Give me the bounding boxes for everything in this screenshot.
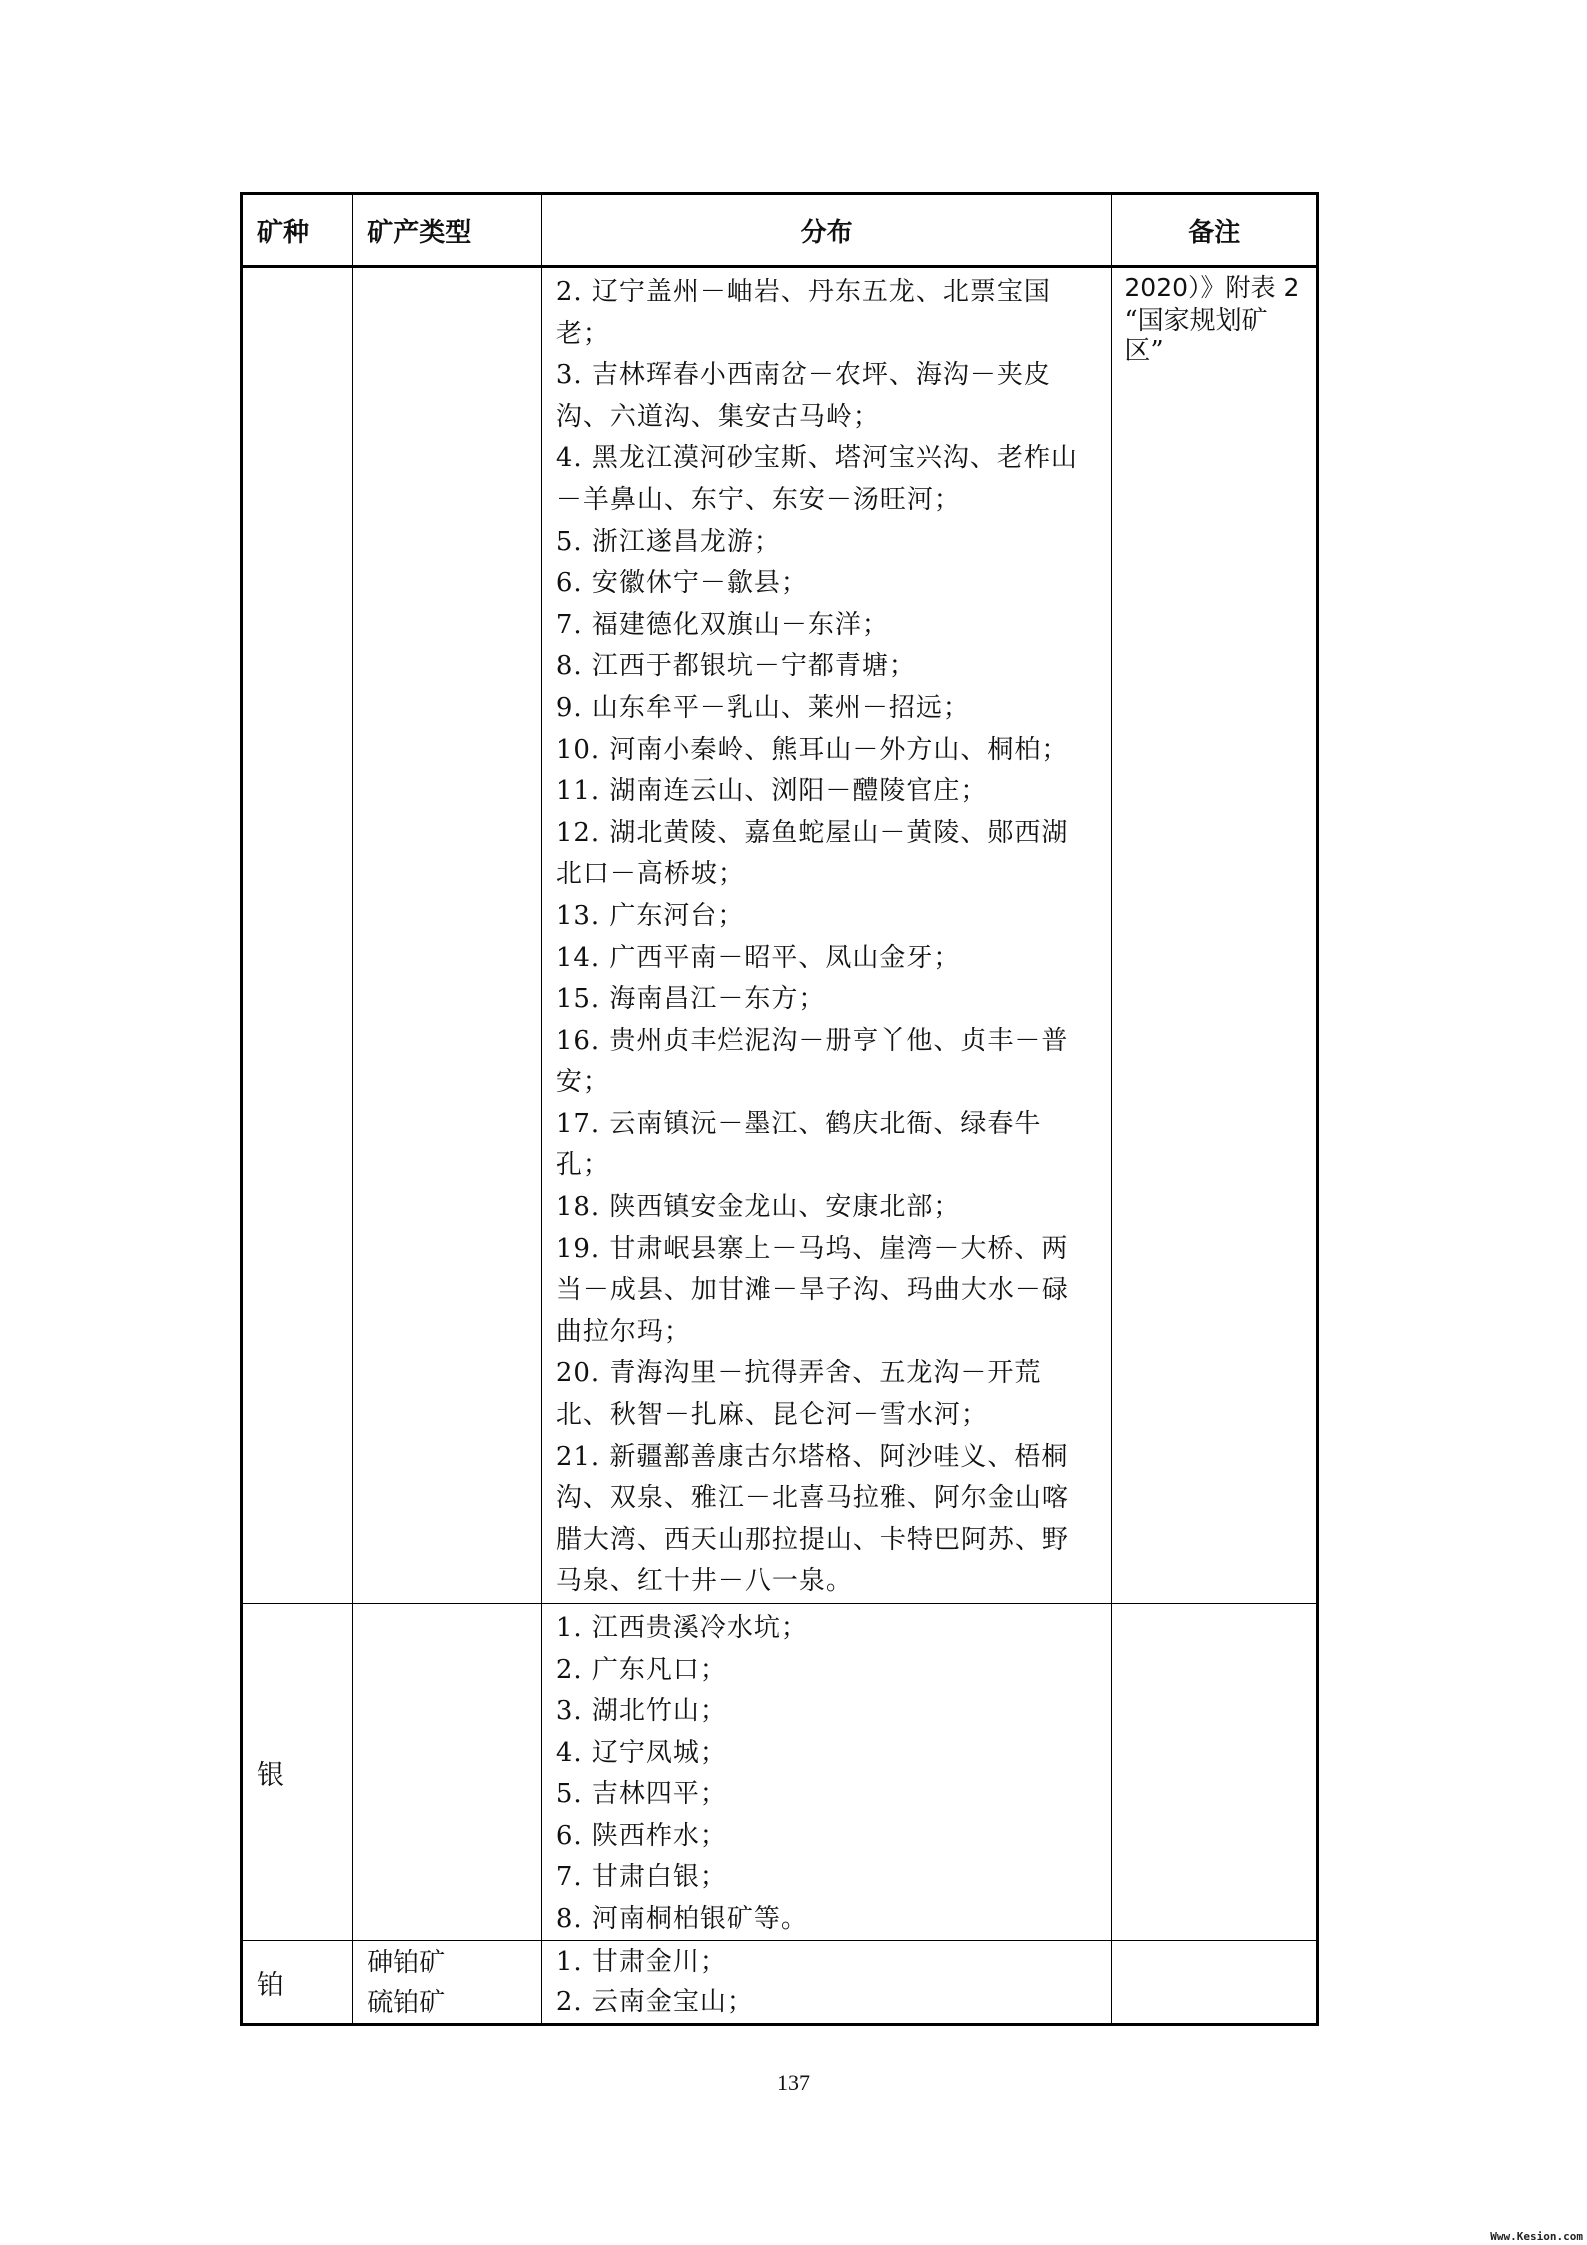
distribution-line: 19. 甘肃岷县寨上－马坞、崖湾－大桥、两: [555, 1233, 1069, 1264]
distribution-line: 18. 陕西镇安金龙山、安康北部；: [555, 1192, 961, 1223]
distribution-line: 20. 青海沟里－抗得弄舍、五龙沟－开荒: [555, 1358, 1042, 1389]
mineral-type-cell: [353, 1604, 542, 1941]
distribution-line: 15. 海南昌江－东方；: [555, 984, 826, 1015]
distribution-line: 11. 湖南连云山、浏阳－醴陵官庄；: [555, 776, 988, 807]
distribution-line: 北口－高桥坡；: [555, 859, 745, 890]
distribution-cell: [541, 1604, 1112, 1941]
table-row: [242, 1604, 1318, 1941]
header-mineral-type: 矿产类型: [353, 194, 542, 267]
distribution-line: 1. 甘肃金川；: [555, 1947, 727, 1977]
distribution-line: 12. 湖北黄陵、嘉鱼蛇屋山－黄陵、郧西湖: [555, 817, 1069, 848]
distribution-line: 13. 广东河台；: [555, 900, 745, 931]
distribution-line: 7. 甘肃白银；: [555, 1862, 727, 1892]
distribution-line: 14. 广西平南－昭平、凤山金牙；: [555, 942, 961, 973]
page-number: 137: [777, 2070, 810, 2095]
distribution-line: 6. 安徽休宁－歙县；: [555, 568, 808, 599]
distribution-line: 沟、双泉、雅江－北喜马拉雅、阿尔金山喀: [555, 1483, 1069, 1514]
distribution-line: 安；: [555, 1067, 610, 1098]
distribution-line: 4. 黑龙江漠河砂宝斯、塔河宝兴沟、老柞山: [555, 443, 1078, 474]
distribution-line: 马泉、红十井－八一泉。: [555, 1566, 853, 1597]
distribution-line: 2. 云南金宝山；: [555, 1987, 754, 2017]
mineral-type-line: 硫铂矿: [367, 1988, 446, 2018]
table-row: [242, 267, 1318, 1604]
distribution-line: 5. 吉林四平；: [555, 1779, 727, 1809]
header-mineral: 矿种: [242, 194, 353, 267]
note-cell: [1112, 267, 1318, 1604]
table-header-row: [242, 194, 1318, 267]
distribution-line: 沟、六道沟、集安古马岭；: [555, 401, 880, 432]
distribution-line: 8. 江西于都银坑－宁都青塘；: [555, 651, 916, 682]
distribution-line: 老；: [555, 318, 610, 349]
distribution-line: 3. 湖北竹山；: [555, 1696, 727, 1726]
header-distribution: 分布: [541, 194, 1112, 267]
distribution-line: －羊鼻山、东宁、东安－汤旺河；: [555, 484, 961, 515]
mineral-type-line: 砷铂矿: [367, 1948, 446, 1978]
distribution-line: 16. 贵州贞丰烂泥沟－册亨丫他、贞丰－普: [555, 1025, 1069, 1056]
note-line: 区”: [1124, 336, 1164, 366]
distribution-line: 曲拉尔玛；: [555, 1316, 691, 1347]
note-line: “国家规划矿: [1124, 306, 1268, 336]
header-notes: 备注: [1112, 194, 1318, 267]
mineral-distribution-table: [240, 192, 1319, 2026]
note-line: 2020）》附表 2: [1124, 273, 1300, 302]
distribution-line: 9. 山东牟平－乳山、莱州－招远；: [555, 692, 970, 723]
distribution-line: 1. 江西贵溪冷水坑；: [555, 1613, 808, 1643]
distribution-line: 6. 陕西柞水；: [555, 1820, 727, 1851]
note-cell: [1112, 1604, 1318, 1941]
mineral-type-cell: [353, 267, 542, 1604]
mineral-type-cell: [353, 1941, 542, 2025]
distribution-line: 8. 河南桐柏银矿等。: [555, 1903, 808, 1934]
mineral-cell: 银: [242, 1604, 353, 1941]
distribution-line: 4. 辽宁凤城；: [555, 1737, 727, 1768]
distribution-line: 17. 云南镇沅－墨江、鹤庆北衙、绿春牛: [555, 1108, 1042, 1139]
distribution-cell: [541, 1941, 1112, 2025]
distribution-line: 10. 河南小秦岭、熊耳山－外方山、桐柏；: [555, 734, 1069, 765]
distribution-line: 2. 广东凡口；: [555, 1654, 727, 1685]
distribution-line: 7. 福建德化双旗山－东洋；: [555, 609, 889, 640]
distribution-line: 北、秋智－扎麻、昆仑河－雪水河；: [555, 1400, 988, 1431]
mineral-cell: 铂: [242, 1941, 353, 2025]
distribution-cell: [541, 267, 1112, 1604]
distribution-line: 3. 吉林珲春小西南岔－农坪、海沟－夹皮: [555, 360, 1051, 391]
watermark: Www.Kesion.com: [1490, 2230, 1583, 2243]
distribution-line: 孔；: [555, 1150, 610, 1181]
table-row: [242, 1941, 1318, 2025]
note-cell: [1112, 1941, 1318, 2025]
distribution-line: 5. 浙江遂昌龙游；: [555, 526, 781, 557]
distribution-line: 当－成县、加甘滩－旱子沟、玛曲大水－碌: [555, 1275, 1069, 1306]
mineral-cell: [242, 267, 353, 1604]
distribution-line: 腊大湾、西天山那拉提山、卡特巴阿苏、野: [555, 1524, 1069, 1555]
distribution-line: 2. 辽宁盖州－岫岩、丹东五龙、北票宝国: [555, 277, 1051, 307]
distribution-line: 21. 新疆鄯善康古尔塔格、阿沙哇义、梧桐: [555, 1441, 1069, 1472]
